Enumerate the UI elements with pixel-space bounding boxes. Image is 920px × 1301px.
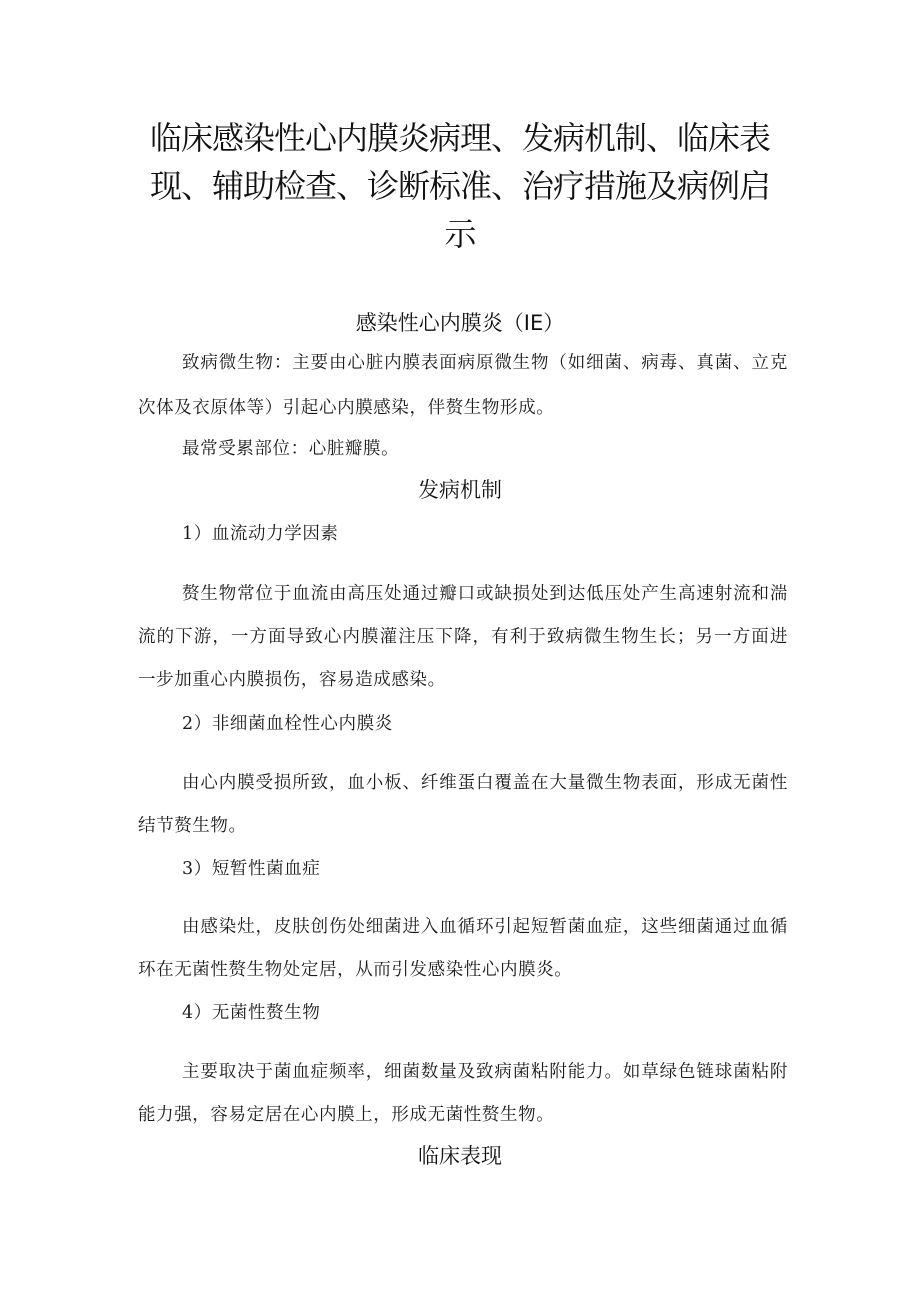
paragraph-vegetation: 主要取决于菌血症频率，细菌数量及致病菌粘附能力。如草绿色链球菌粘附能力强，容易定居在心内膜上，形成无菌性赘生物。 <box>138 1062 788 1125</box>
paragraph-pathogen: 致病微生物：主要由心脏内膜表面病原微生物（如细菌、病毒、真菌、立克次体及衣原体等）引起心内膜感染，伴赘生物形成。 <box>138 353 788 418</box>
paragraph-nbte: 由心内膜受损所致，血小板、纤维蛋白覆盖在大量微生物表面，形成无菌性结节赘生物。 <box>138 773 788 836</box>
paragraph-affected-site: 最常受累部位：心脏瓣膜。 <box>182 439 400 459</box>
section-heading-clinical: 临床表现 <box>418 1144 502 1168</box>
item-label-nbte: 2）非细菌血栓性心内膜炎 <box>182 714 393 734</box>
section-heading-ie: 感染性心内膜炎（IE） <box>355 311 565 335</box>
document-title: 临床感染性心内膜炎病理、发病机制、临床表现、辅助检查、诊断标准、治疗措施及病例启示 <box>149 119 770 253</box>
paragraph-bacteremia: 由感染灶，皮肤创伤处细菌进入血循环引起短暂菌血症，这些细菌通过血循环在无菌性赘生物处定居，从而引发感染性心内膜炎。 <box>138 917 788 980</box>
item-label-hemodynamics: 1）血流动力学因素 <box>182 524 339 544</box>
paragraph-hemodynamics: 赘生物常位于血流由高压处通过瓣口或缺损处到达低压处产生高速射流和湍流的下游，一方面导致心内膜灌注压下降，有利于致病微生物生长；另一方面进一步加重心内膜损伤，容易造成感染。 <box>138 584 788 690</box>
item-label-vegetation: 4）无菌性赘生物 <box>182 1003 321 1023</box>
section-heading-pathogenesis: 发病机制 <box>418 478 502 502</box>
item-label-bacteremia: 3）短暂性菌血症 <box>182 859 321 879</box>
